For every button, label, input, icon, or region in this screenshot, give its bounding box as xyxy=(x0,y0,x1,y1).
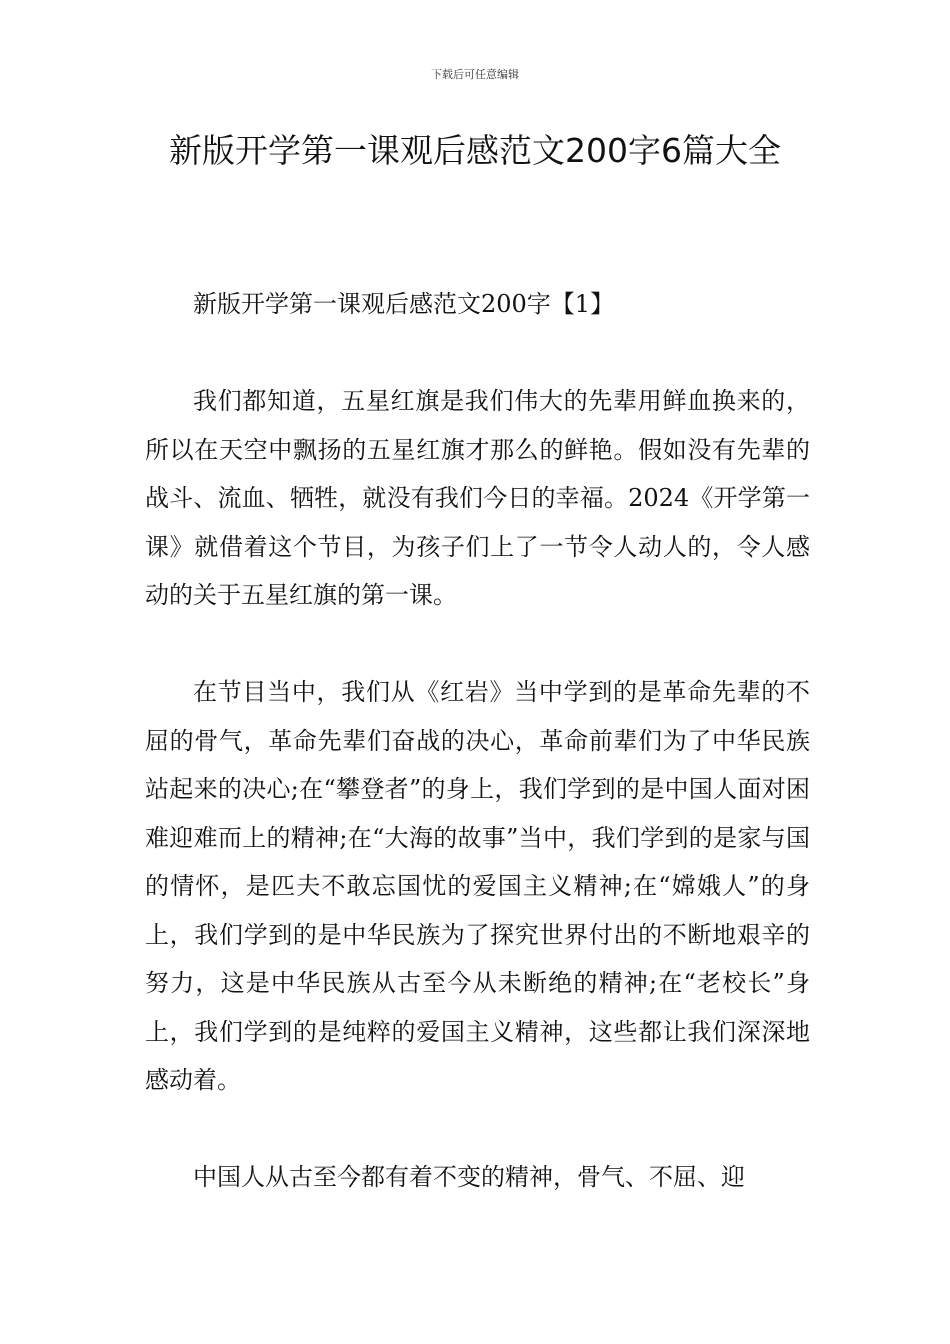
paragraph-1: 我们都知道，五星红旗是我们伟大的先辈用鲜血换来的，所以在天空中飘扬的五星红旗才那么的鲜艳。假如没有先辈的战斗、流血、牺牲，就没有我们今日的幸福。2024《开学第一课》就借着这个节目，为孩子们上了一节令人动人的，令人感动的关于五星红旗的第一课。 xyxy=(145,387,810,609)
document-body xyxy=(145,280,810,1250)
document-title: 新版开学第一课观后感范文200字6篇大全 xyxy=(169,131,781,170)
header-note: 下载后可任意编辑 xyxy=(431,68,519,81)
paragraph-2: 在节目当中，我们从《红岩》当中学到的是革命先辈的不屈的骨气，革命先辈们奋战的决心，革命前辈们为了中华民族站起来的决心;在“攀登者”的身上，我们学到的是中国人面对困难迎难而上的精神;在“大海的故事”当中，我们学到的是家与国的情怀，是匹夫不敢忘国忧的爱国主义精神;在“嫦娥人”的身上，我们学到的是中华民族为了探究世界付出的不断地艰辛的努力，这是中华民族从古至今从未断绝的精神;在“老校长”身上，我们学到的是纯粹的爱国主义精神，这些都让我们深深地感动着。 xyxy=(145,678,810,1094)
paragraph-3: 中国人从古至今都有着不变的精神，骨气、不屈、迎 xyxy=(193,1163,745,1191)
section-heading: 新版开学第一课观后感范文200字【1】 xyxy=(193,290,615,318)
